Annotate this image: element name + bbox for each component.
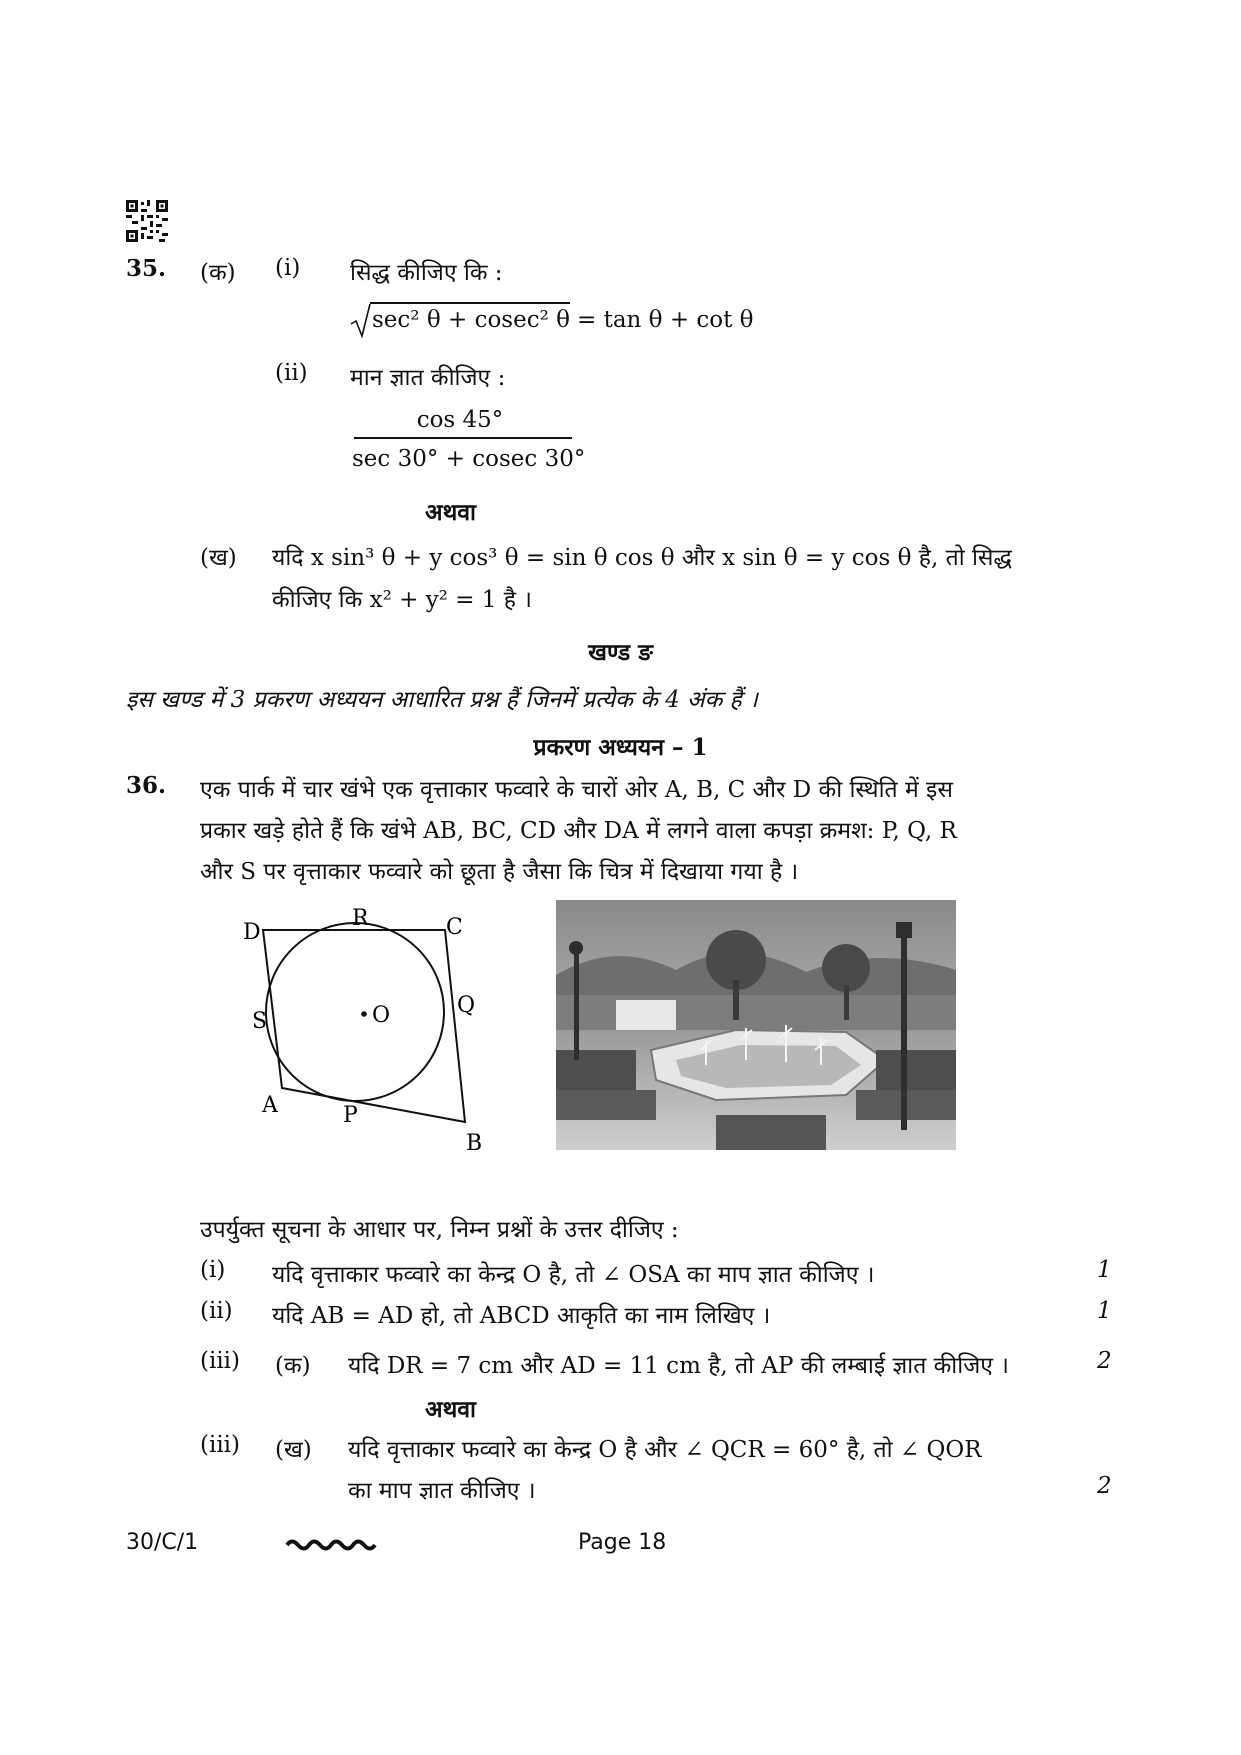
- q36-sub-iii-b-text-line2: का माप ज्ञात कीजिए ।: [348, 1478, 536, 1504]
- q35-sub-i-label: (i): [275, 255, 301, 281]
- q35-part-b-line1: यदि x sin³ θ + y cos³ θ = sin θ cos θ और x sin θ = y cos θ है, तो सिद्ध: [272, 545, 1012, 571]
- square-root-sign: [350, 302, 372, 338]
- q35-sub-i-text: सिद्ध कीजिए कि :: [350, 260, 503, 286]
- tangential-quadrilateral-diagram: [230, 900, 500, 1160]
- q36-sub-i-text: यदि वृत्ताकार फव्वारे का केन्द्र O है, तो ∠ OSA का माप ज्ञात कीजिए ।: [272, 1262, 875, 1288]
- footer-paper-code: 30/C/1: [126, 1530, 199, 1555]
- q35-part-b-label: (ख): [200, 545, 237, 571]
- q36-or: अथवा: [425, 1396, 477, 1423]
- q36-text-line2: प्रकार खड़े होते हैं कि खंभे AB, BC, CD और DA में लगने वाला कपड़ा क्रमश: P, Q, R: [200, 818, 957, 844]
- tilde-decoration-icon: [285, 1535, 385, 1551]
- label-D: D: [243, 920, 261, 945]
- q36-sub-ii-text: यदि AB = AD हो, तो ABCD आकृति का नाम लिखिए ।: [272, 1303, 771, 1329]
- label-R: R: [352, 906, 369, 931]
- q36-sub-iii-b-label: (iii): [200, 1432, 241, 1458]
- q36-sub-ii-marks: 1: [1097, 1298, 1112, 1324]
- label-C: C: [446, 915, 463, 940]
- q36-sub-iii-b-part: (ख): [275, 1437, 312, 1463]
- qr-code-icon: [126, 200, 168, 242]
- q36-sub-iii-b-marks: 2: [1097, 1473, 1112, 1499]
- q35-sub-ii-label: (ii): [275, 360, 308, 386]
- q36-sub-iii-a-marks: 2: [1097, 1348, 1112, 1374]
- park-fountain-image: [556, 900, 956, 1150]
- q35-formula-rhs: = tan θ + cot θ: [577, 307, 754, 333]
- label-B: B: [466, 1131, 483, 1156]
- section-title: खण्ड ङ: [588, 639, 653, 666]
- fraction-numerator: cos 45°: [416, 407, 504, 433]
- q36-sub-iii-a-part: (क): [275, 1353, 311, 1379]
- q36-sub-i-label: (i): [200, 1257, 226, 1283]
- q36-sub-iii-b-text-line1: यदि वृत्ताकार फव्वारे का केन्द्र O है और ∠ QCR = 60° है, तो ∠ QOR: [348, 1437, 982, 1463]
- footer-page-number: Page 18: [578, 1530, 667, 1555]
- q35-part-b-line2: कीजिए कि x² + y² = 1 है ।: [272, 587, 532, 613]
- label-S: S: [252, 1009, 268, 1034]
- section-instruction: इस खण्ड में 3 प्रकरण अध्ययन आधारित प्रश्न हैं जिनमें प्रत्येक के 4 अंक हैं ।: [126, 687, 758, 713]
- q36-text-line1: एक पार्क में चार खंभे एक वृत्ताकार फव्वारे के चारों ओर A, B, C और D की स्थिति में इस: [200, 777, 953, 803]
- q35-sub-ii-text: मान ज्ञात कीजिए :: [350, 365, 506, 391]
- q36-sub-ii-label: (ii): [200, 1298, 233, 1324]
- q36-lead: उपर्युक्त सूचना के आधार पर, निम्न प्रश्नों के उत्तर दीजिए :: [200, 1217, 679, 1243]
- q35-or: अथवा: [425, 499, 477, 526]
- question-35-number: 35.: [126, 255, 167, 282]
- label-P: P: [343, 1103, 358, 1128]
- q35-part-a-label: (क): [200, 260, 236, 286]
- fraction-bar: [354, 437, 572, 439]
- q36-sub-iii-a-label: (iii): [200, 1348, 241, 1374]
- q35-formula-radicand: sec² θ + cosec² θ: [372, 307, 570, 333]
- square-root-bar: [370, 302, 570, 304]
- fraction-denominator: sec 30° + cosec 30°: [352, 446, 586, 472]
- q36-text-line3: और S पर वृत्ताकार फव्वारे को छूता है जैसा कि चित्र में दिखाया गया है ।: [200, 859, 799, 885]
- label-A: A: [262, 1093, 278, 1118]
- label-Q: Q: [457, 993, 476, 1018]
- label-O: O: [372, 1003, 391, 1028]
- q36-sub-iii-a-text: यदि DR = 7 cm और AD = 11 cm है, तो AP की लम्बाई ज्ञात कीजिए ।: [348, 1353, 1010, 1379]
- question-36-number: 36.: [126, 772, 167, 799]
- q36-sub-i-marks: 1: [1097, 1257, 1112, 1283]
- case-study-title: प्रकरण अध्ययन – 1: [533, 734, 708, 761]
